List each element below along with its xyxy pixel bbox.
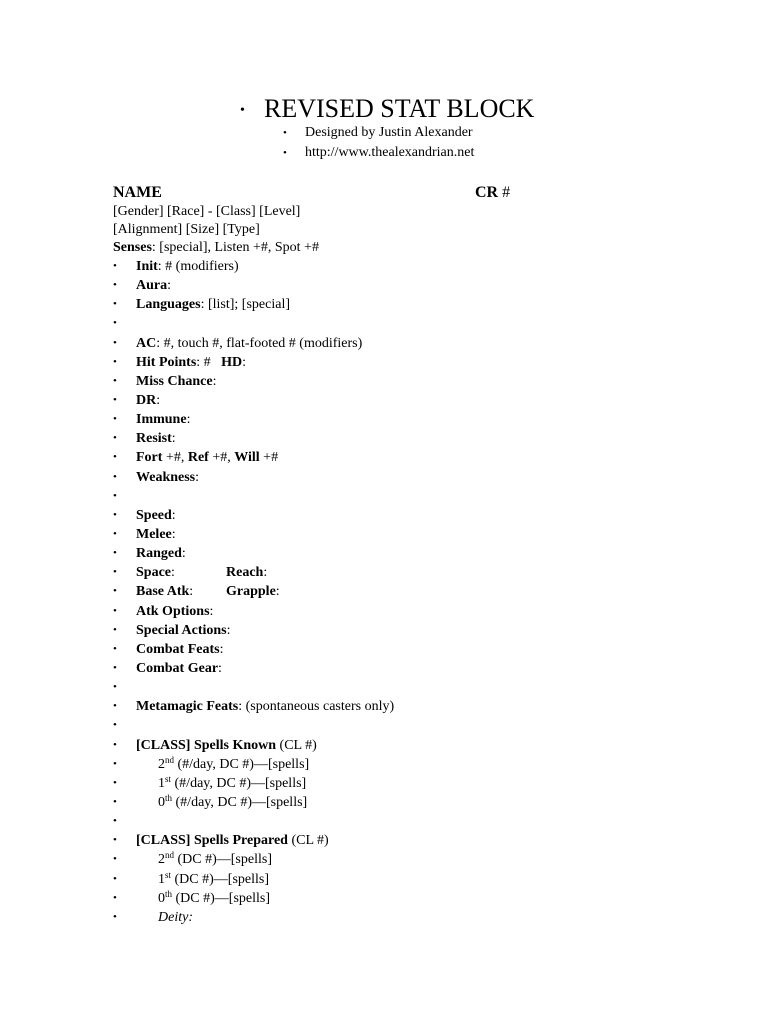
- languages-value: : [list]; [special]: [200, 297, 290, 313]
- senses-label: Senses: [113, 240, 152, 255]
- base-atk-value: :: [189, 584, 194, 600]
- cr-label: CR: [475, 184, 499, 201]
- bullet: •: [113, 661, 117, 674]
- combat-gear-label: Combat Gear: [136, 660, 219, 676]
- list-item-space: [113, 563, 394, 582]
- list-item-dr: [113, 391, 394, 410]
- bullet: •: [113, 700, 117, 713]
- bullet: •: [113, 547, 117, 560]
- list-item-empty: [113, 716, 394, 735]
- alignment-line: [Alignment] [Size] [Type]: [113, 222, 260, 237]
- dr-label: DR: [136, 392, 157, 408]
- speed-value: :: [171, 507, 176, 523]
- bullet: •: [113, 374, 117, 387]
- bullet: •: [113, 336, 117, 349]
- spell-level: 2: [158, 756, 165, 772]
- bullet: •: [113, 642, 117, 655]
- author-text: Designed by Justin Alexander: [305, 125, 473, 140]
- will-value: +#: [259, 450, 279, 466]
- ranged-value: :: [181, 546, 186, 562]
- hit-points-label: Hit Points: [136, 354, 197, 370]
- miss-chance-label: Miss Chance: [136, 373, 213, 389]
- deity-value: :: [188, 909, 193, 925]
- bullet: •: [113, 260, 117, 272]
- weakness-label: Weakness: [136, 469, 196, 485]
- ordinal-suffix: th: [165, 888, 173, 899]
- dr-value: :: [156, 392, 161, 408]
- will-label: Will: [234, 450, 260, 466]
- list-item-deity: [113, 908, 394, 927]
- spell-detail: (#/day, DC #)—[spells]: [171, 775, 307, 791]
- spell-detail: (#/day, DC #)—[spells]: [172, 794, 308, 810]
- ac-label: AC: [136, 335, 157, 351]
- bullet: •: [113, 279, 117, 292]
- fort-label: Fort: [136, 450, 163, 466]
- reach-value: :: [263, 565, 268, 581]
- reach-label: Reach: [226, 565, 264, 581]
- list-item-spells-prepared-2nd: [113, 850, 394, 869]
- bullet: •: [240, 103, 245, 119]
- bullet: •: [113, 795, 117, 808]
- list-item-base-atk: [113, 582, 394, 601]
- spell-detail: (DC #)—[spells]: [174, 852, 272, 868]
- spell-detail: (DC #)—[spells]: [172, 890, 271, 906]
- bullet: •: [113, 413, 117, 426]
- bullet: •: [113, 853, 117, 866]
- weakness-value: :: [195, 469, 200, 485]
- list-item-spells-known-0th: [113, 793, 394, 812]
- ranged-label: Ranged: [136, 546, 182, 562]
- list-item-combat-feats: [113, 640, 394, 659]
- spells-prepared-value: (CL #): [287, 833, 329, 849]
- list-item-weakness: [113, 468, 394, 487]
- ordinal-suffix: nd: [165, 850, 174, 861]
- bullet: •: [113, 681, 117, 694]
- hit-points-value: : #: [196, 354, 222, 370]
- speed-label: Speed: [136, 507, 172, 523]
- melee-value: :: [171, 526, 176, 542]
- bullet: •: [113, 910, 117, 923]
- spell-level: 0: [158, 890, 165, 906]
- spell-level: 0: [158, 794, 165, 810]
- stat-header: [113, 183, 543, 203]
- list-item-metamagic: [113, 697, 394, 716]
- resist-value: :: [171, 431, 176, 447]
- immune-label: Immune: [136, 412, 187, 428]
- combat-feats-value: :: [219, 641, 224, 657]
- resist-label: Resist: [136, 431, 172, 447]
- gender-race-line: [Gender] [Race] - [Class] [Level]: [113, 204, 301, 219]
- list-item-spells-known-2nd: [113, 755, 394, 774]
- ordinal-suffix: st: [165, 773, 172, 784]
- ordinal-suffix: st: [165, 869, 172, 880]
- bullet: •: [113, 815, 117, 828]
- list-item-atk-options: [113, 602, 394, 621]
- spell-detail: (#/day, DC #)—[spells]: [174, 756, 310, 772]
- ac-value: : #, touch #, flat-footed # (modifiers): [156, 335, 363, 351]
- spell-level: 1: [158, 775, 165, 791]
- aura-value: :: [167, 278, 172, 294]
- stat-list: [113, 257, 394, 927]
- bullet: •: [113, 393, 117, 406]
- deity-label: Deity: [158, 909, 189, 925]
- special-actions-label: Special Actions: [136, 622, 227, 638]
- immune-value: :: [186, 412, 191, 428]
- bullet: •: [113, 776, 117, 789]
- bullet: •: [113, 317, 117, 330]
- metamagic-value: : (spontaneous casters only): [238, 699, 395, 715]
- senses-value: : [special], Listen +#, Spot +#: [151, 240, 319, 255]
- atk-options-label: Atk Options: [136, 603, 210, 619]
- init-value: : # (modifiers): [157, 259, 239, 274]
- bullet: •: [113, 757, 117, 770]
- list-item-empty: [113, 678, 394, 697]
- list-item-spells-prepared-1st: [113, 870, 394, 889]
- combat-feats-label: Combat Feats: [136, 641, 220, 657]
- url-link[interactable]: http://www.thealexandrian.net: [305, 145, 475, 160]
- bullet: •: [283, 147, 287, 159]
- grapple-value: :: [275, 584, 280, 600]
- base-atk-label: Base Atk: [136, 584, 190, 600]
- list-item-empty: [113, 487, 394, 506]
- atk-options-value: :: [209, 603, 214, 619]
- list-item-spells-known-1st: [113, 774, 394, 793]
- spell-level: 2: [158, 852, 165, 868]
- spells-known-label: [CLASS] Spells Known: [136, 737, 277, 753]
- ref-value: +#,: [208, 450, 235, 466]
- init-label: Init: [136, 259, 158, 274]
- spells-known-value: (CL #): [276, 737, 317, 753]
- bullet: •: [283, 127, 287, 139]
- bullet: •: [113, 585, 117, 598]
- bullet: •: [113, 508, 117, 521]
- bullet: •: [113, 355, 117, 368]
- list-item-ac: [113, 334, 394, 353]
- list-item-languages: [113, 295, 394, 314]
- grapple-label: Grapple: [226, 584, 276, 600]
- bullet: •: [113, 527, 117, 540]
- combat-gear-value: :: [218, 660, 222, 676]
- hd-label: HD: [221, 354, 243, 370]
- bullet: •: [113, 891, 117, 904]
- list-item-special-actions: [113, 621, 394, 640]
- list-item-ranged: [113, 544, 394, 563]
- bullet: •: [113, 834, 117, 847]
- hd-value: :: [242, 354, 247, 370]
- metamagic-label: Metamagic Feats: [136, 699, 239, 715]
- subtitle-author: [283, 124, 473, 142]
- cr-value: #: [498, 184, 511, 201]
- bullet: •: [113, 432, 117, 445]
- list-item-melee: [113, 525, 394, 544]
- spell-level: 1: [158, 871, 165, 887]
- grapple-field: [226, 582, 280, 601]
- special-actions-value: :: [226, 622, 231, 638]
- bullet: •: [113, 604, 117, 617]
- list-item-combat-gear: [113, 659, 394, 678]
- space-value: :: [171, 565, 175, 581]
- reach-field: [226, 563, 267, 582]
- bullet: •: [113, 566, 117, 579]
- list-item-hit-points: [113, 353, 394, 372]
- list-item-resist: [113, 429, 394, 448]
- bullet: •: [113, 298, 117, 311]
- senses-line: [113, 239, 319, 257]
- title-row: [240, 94, 534, 126]
- list-item-spells-known: [113, 736, 394, 755]
- bullet: •: [113, 738, 117, 751]
- list-item-miss-chance: [113, 372, 394, 391]
- bullet: •: [113, 489, 117, 502]
- languages-label: Languages: [136, 297, 201, 313]
- challenge-rating: [475, 183, 510, 203]
- list-item-aura: [113, 276, 394, 295]
- list-item-spells-prepared-0th: [113, 889, 394, 908]
- spells-prepared-label: [CLASS] Spells Prepared: [136, 833, 288, 849]
- ordinal-suffix: nd: [165, 754, 174, 765]
- spell-detail: (DC #)—[spells]: [171, 871, 270, 887]
- list-item-spells-prepared: [113, 831, 394, 850]
- bullet: •: [113, 719, 117, 732]
- list-item-init: [113, 257, 394, 276]
- space-label: Space: [136, 565, 171, 581]
- miss-chance-value: :: [212, 373, 217, 389]
- list-item-empty: [113, 812, 394, 831]
- bullet: •: [113, 623, 117, 636]
- subtitle-url[interactable]: [283, 144, 474, 162]
- list-item-empty: [113, 314, 394, 333]
- bullet: •: [113, 872, 117, 885]
- list-item-immune: [113, 410, 394, 429]
- aura-label: Aura: [136, 278, 168, 294]
- ordinal-suffix: th: [165, 792, 173, 803]
- melee-label: Melee: [136, 526, 172, 542]
- bullet: •: [113, 451, 117, 464]
- list-item-saves: [113, 448, 394, 467]
- ref-label: Ref: [187, 450, 209, 466]
- document-title: REVISED STAT BLOCK: [264, 94, 535, 123]
- fort-value: +#,: [162, 450, 188, 466]
- list-item-speed: [113, 506, 394, 525]
- bullet: •: [113, 470, 117, 483]
- creature-name: NAME: [113, 184, 162, 201]
